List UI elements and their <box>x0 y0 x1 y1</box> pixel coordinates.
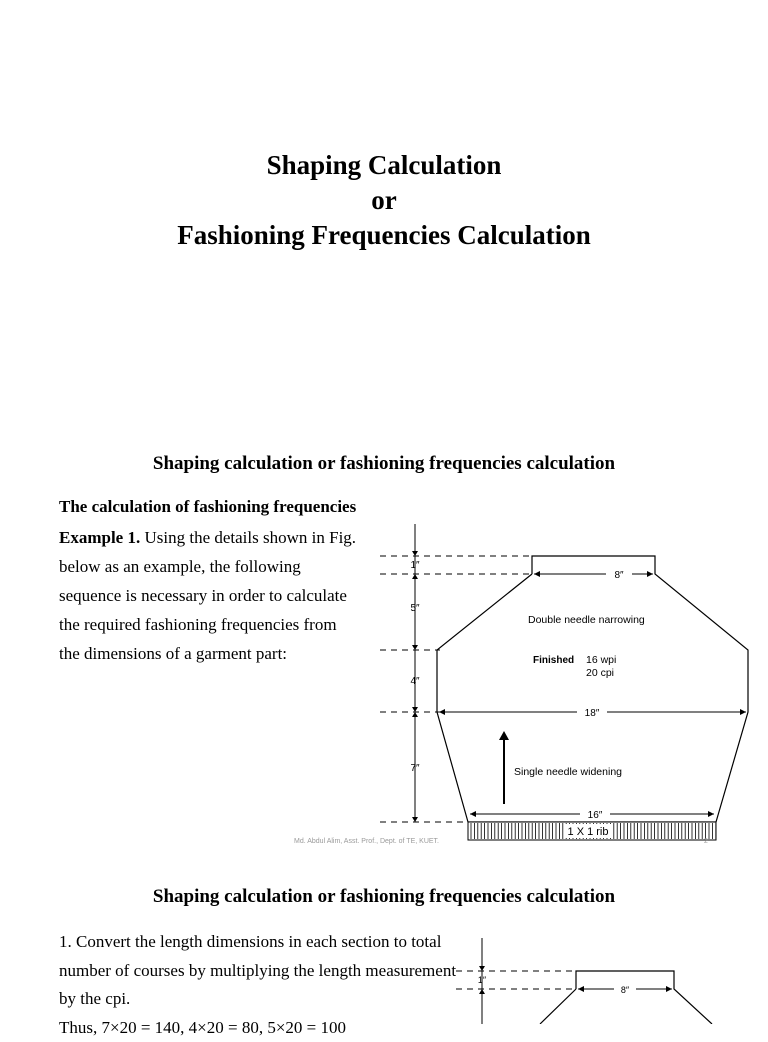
dim-lower-label: 7″ <box>410 763 420 774</box>
garment-shaping-figure-2 <box>446 934 746 1024</box>
dim-top-label-2: 1″ <box>477 975 487 985</box>
finished-label: Finished <box>533 655 575 666</box>
slide-title <box>0 148 768 253</box>
title-line-1: Shaping Calculation <box>266 150 502 180</box>
example-label: Example 1. <box>59 528 141 547</box>
slide-footer: Md. Abdul Alim, Asst. Prof., Dept. of TE, KUET. <box>294 838 439 845</box>
title-slide <box>0 0 768 420</box>
section-heading-1: Shaping calculation or fashioning frequencies calculation <box>152 453 616 474</box>
widening-label: Single needle widening <box>514 766 622 778</box>
width-bottom-label: 16″ <box>587 810 603 821</box>
example-paragraph <box>59 523 359 668</box>
narrowing-label: Double needle narrowing <box>528 614 645 626</box>
wpi-label: 16 wpi <box>586 654 617 666</box>
step-1-continued: Thus, 7×20 = 140, 4×20 = 80, 5×20 = 100 <box>59 1017 347 1037</box>
garment-shaping-figure <box>370 520 760 850</box>
dim-middle-label: 4″ <box>410 676 420 687</box>
page-number: 2 <box>704 838 708 845</box>
step-1-paragraph <box>59 928 459 1042</box>
title-line-2: or <box>371 185 397 215</box>
dim-upper-label: 5″ <box>410 603 420 614</box>
width-middle-label: 18″ <box>584 708 600 719</box>
section-heading-2: Shaping calculation or fashioning frequencies calculation <box>152 886 616 907</box>
example-body: Using the details shown in Fig. below as an example, the following sequence is necessary in order to calculate the required fashioning frequencies from the dimensions of a garment part: <box>59 528 357 663</box>
title-line-3: Fashioning Frequencies Calculation <box>177 220 591 250</box>
dim-top-label: 1″ <box>410 560 420 571</box>
cpi-label: 20 cpi <box>586 667 615 679</box>
intro-heading: The calculation of fashioning frequencies <box>59 497 357 516</box>
rib-label: 1 X 1 rib <box>567 826 609 838</box>
width-top-label-2: 8″ <box>620 985 630 995</box>
step-1-text: 1. Convert the length dimensions in each section to total number of courses by multiplying the length measurement by the cpi. <box>59 932 457 1008</box>
width-top-label: 8″ <box>614 570 624 581</box>
